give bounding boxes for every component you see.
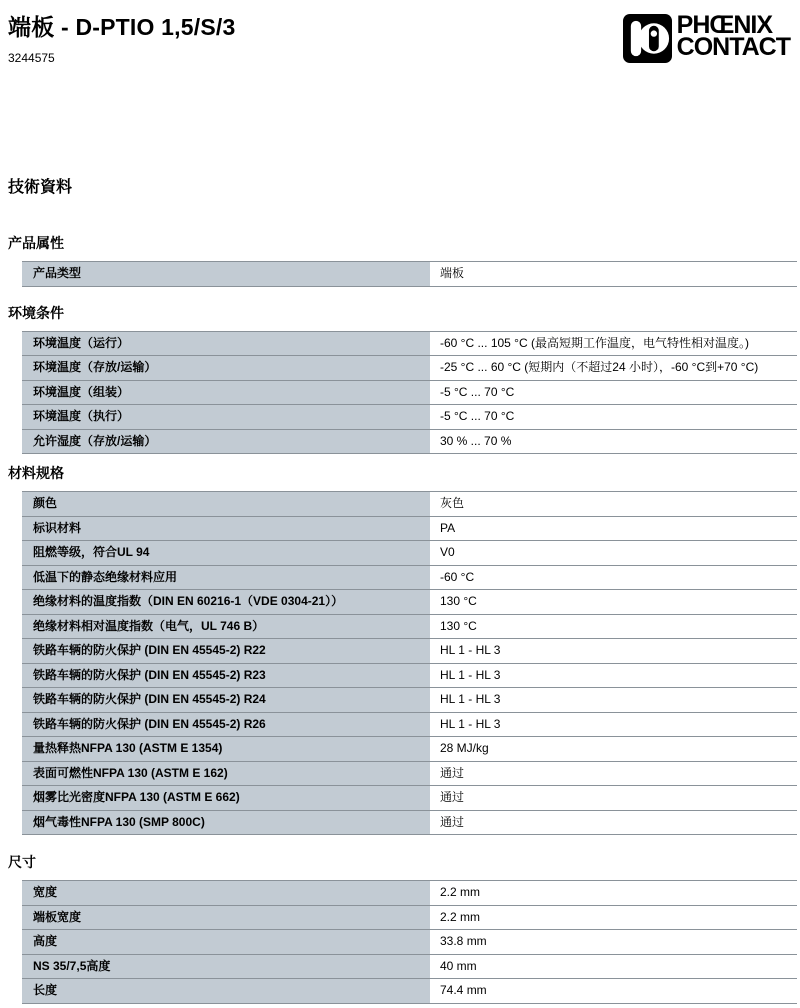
table-row bbox=[22, 954, 797, 979]
row-value: 2.2 mm bbox=[430, 881, 797, 905]
table-row bbox=[22, 429, 797, 454]
table-row bbox=[22, 491, 797, 516]
table-row bbox=[22, 929, 797, 954]
row-value: HL 1 - HL 3 bbox=[430, 639, 797, 663]
row-value: 通过 bbox=[430, 786, 797, 810]
row-label: 阻燃等级，符合UL 94 bbox=[22, 541, 430, 565]
table-row bbox=[22, 516, 797, 541]
table-row bbox=[22, 589, 797, 614]
table-row bbox=[22, 404, 797, 429]
row-value: HL 1 - HL 3 bbox=[430, 688, 797, 712]
table-row bbox=[22, 785, 797, 810]
logo-text-line1: PHŒNIX bbox=[676, 11, 773, 39]
row-value: 28 MJ/kg bbox=[430, 737, 797, 761]
row-label: 铁路车辆的防火保护 (DIN EN 45545-2) R24 bbox=[22, 688, 430, 712]
section-heading: 材料规格 bbox=[8, 465, 64, 481]
row-value: HL 1 - HL 3 bbox=[430, 713, 797, 737]
row-value: -60 °C ... 105 °C (最高短期工作温度，电气特性相对温度。) bbox=[430, 332, 797, 356]
table-row bbox=[22, 905, 797, 930]
row-label: 环境温度（存放/运输） bbox=[22, 356, 430, 380]
table-row bbox=[22, 880, 797, 905]
row-value: 130 °C bbox=[430, 615, 797, 639]
row-value: 74.4 mm bbox=[430, 979, 797, 1003]
table-row bbox=[22, 261, 797, 286]
row-label: NS 35/7,5高度 bbox=[22, 955, 430, 979]
row-value: 通过 bbox=[430, 762, 797, 786]
phoenix-contact-logo-icon bbox=[623, 14, 672, 63]
row-label: 高度 bbox=[22, 930, 430, 954]
page-title: 端板 - D-PTIO 1,5/S/3 bbox=[8, 14, 236, 40]
row-label: 绝缘材料相对温度指数（电气，UL 746 B） bbox=[22, 615, 430, 639]
table-row bbox=[22, 761, 797, 786]
row-label: 绝缘材料的温度指数（DIN EN 60216-1（VDE 0304-21）） bbox=[22, 590, 430, 614]
row-value: 灰色 bbox=[430, 492, 797, 516]
table-row bbox=[22, 810, 797, 835]
row-label: 表面可燃性NFPA 130 (ASTM E 162) bbox=[22, 762, 430, 786]
row-value: PA bbox=[430, 517, 797, 541]
row-value: -5 °C ... 70 °C bbox=[430, 381, 797, 405]
table-row bbox=[22, 736, 797, 761]
row-value: 40 mm bbox=[430, 955, 797, 979]
table-row bbox=[22, 687, 797, 712]
row-label: 铁路车辆的防火保护 (DIN EN 45545-2) R22 bbox=[22, 639, 430, 663]
logo-wordmark bbox=[676, 11, 790, 61]
row-label: 长度 bbox=[22, 979, 430, 1003]
section-heading: 尺寸 bbox=[8, 854, 36, 870]
table-row bbox=[22, 380, 797, 405]
row-label: 宽度 bbox=[22, 881, 430, 905]
row-value: -25 °C ... 60 °C (短期内（不超过24 小时），-60 °C到+70 °C) bbox=[430, 356, 797, 380]
row-value: 30 % ... 70 % bbox=[430, 430, 797, 454]
table-row bbox=[22, 638, 797, 663]
row-label: 环境温度（运行） bbox=[22, 332, 430, 356]
main-heading: 技術資料 bbox=[8, 179, 73, 196]
row-value: 通过 bbox=[430, 811, 797, 835]
spec-table bbox=[22, 331, 797, 455]
table-row bbox=[22, 355, 797, 380]
row-label: 量热释热NFPA 130 (ASTM E 1354) bbox=[22, 737, 430, 761]
section-heading: 环境条件 bbox=[8, 304, 64, 321]
section-heading: 产品属性 bbox=[8, 235, 64, 251]
row-label: 环境温度（执行） bbox=[22, 405, 430, 429]
table-row bbox=[22, 978, 797, 1003]
row-label: 端板宽度 bbox=[22, 906, 430, 930]
row-value: 130 °C bbox=[430, 590, 797, 614]
row-value: HL 1 - HL 3 bbox=[430, 664, 797, 688]
document-header bbox=[0, 0, 800, 66]
table-row bbox=[22, 540, 797, 565]
row-label: 烟气毒性NFPA 130 (SMP 800C) bbox=[22, 811, 430, 835]
row-label: 铁路车辆的防火保护 (DIN EN 45545-2) R23 bbox=[22, 664, 430, 688]
table-row bbox=[22, 614, 797, 639]
table-row bbox=[22, 663, 797, 688]
logo-text-line2: CONTACT bbox=[676, 33, 790, 61]
spec-table bbox=[22, 880, 797, 1004]
phoenix-contact-logo bbox=[623, 11, 790, 63]
row-label: 环境温度（组装） bbox=[22, 381, 430, 405]
row-value: V0 bbox=[430, 541, 797, 565]
row-label: 允许湿度（存放/运输） bbox=[22, 430, 430, 454]
row-value: -5 °C ... 70 °C bbox=[430, 405, 797, 429]
row-label: 颜色 bbox=[22, 492, 430, 516]
table-row bbox=[22, 331, 797, 356]
table-row bbox=[22, 712, 797, 737]
sections bbox=[0, 234, 800, 1004]
spec-table bbox=[22, 261, 797, 287]
row-value: -60 °C bbox=[430, 566, 797, 590]
spec-table bbox=[22, 491, 797, 835]
row-value: 2.2 mm bbox=[430, 906, 797, 930]
article-number: 3244575 bbox=[8, 51, 55, 65]
row-value: 33.8 mm bbox=[430, 930, 797, 954]
row-value: 端板 bbox=[430, 262, 797, 286]
row-label: 产品类型 bbox=[22, 262, 430, 286]
row-label: 铁路车辆的防火保护 (DIN EN 45545-2) R26 bbox=[22, 713, 430, 737]
row-label: 烟雾比光密度NFPA 130 (ASTM E 662) bbox=[22, 786, 430, 810]
table-row bbox=[22, 565, 797, 590]
row-label: 标识材料 bbox=[22, 517, 430, 541]
row-label: 低温下的静态绝缘材料应用 bbox=[22, 566, 430, 590]
